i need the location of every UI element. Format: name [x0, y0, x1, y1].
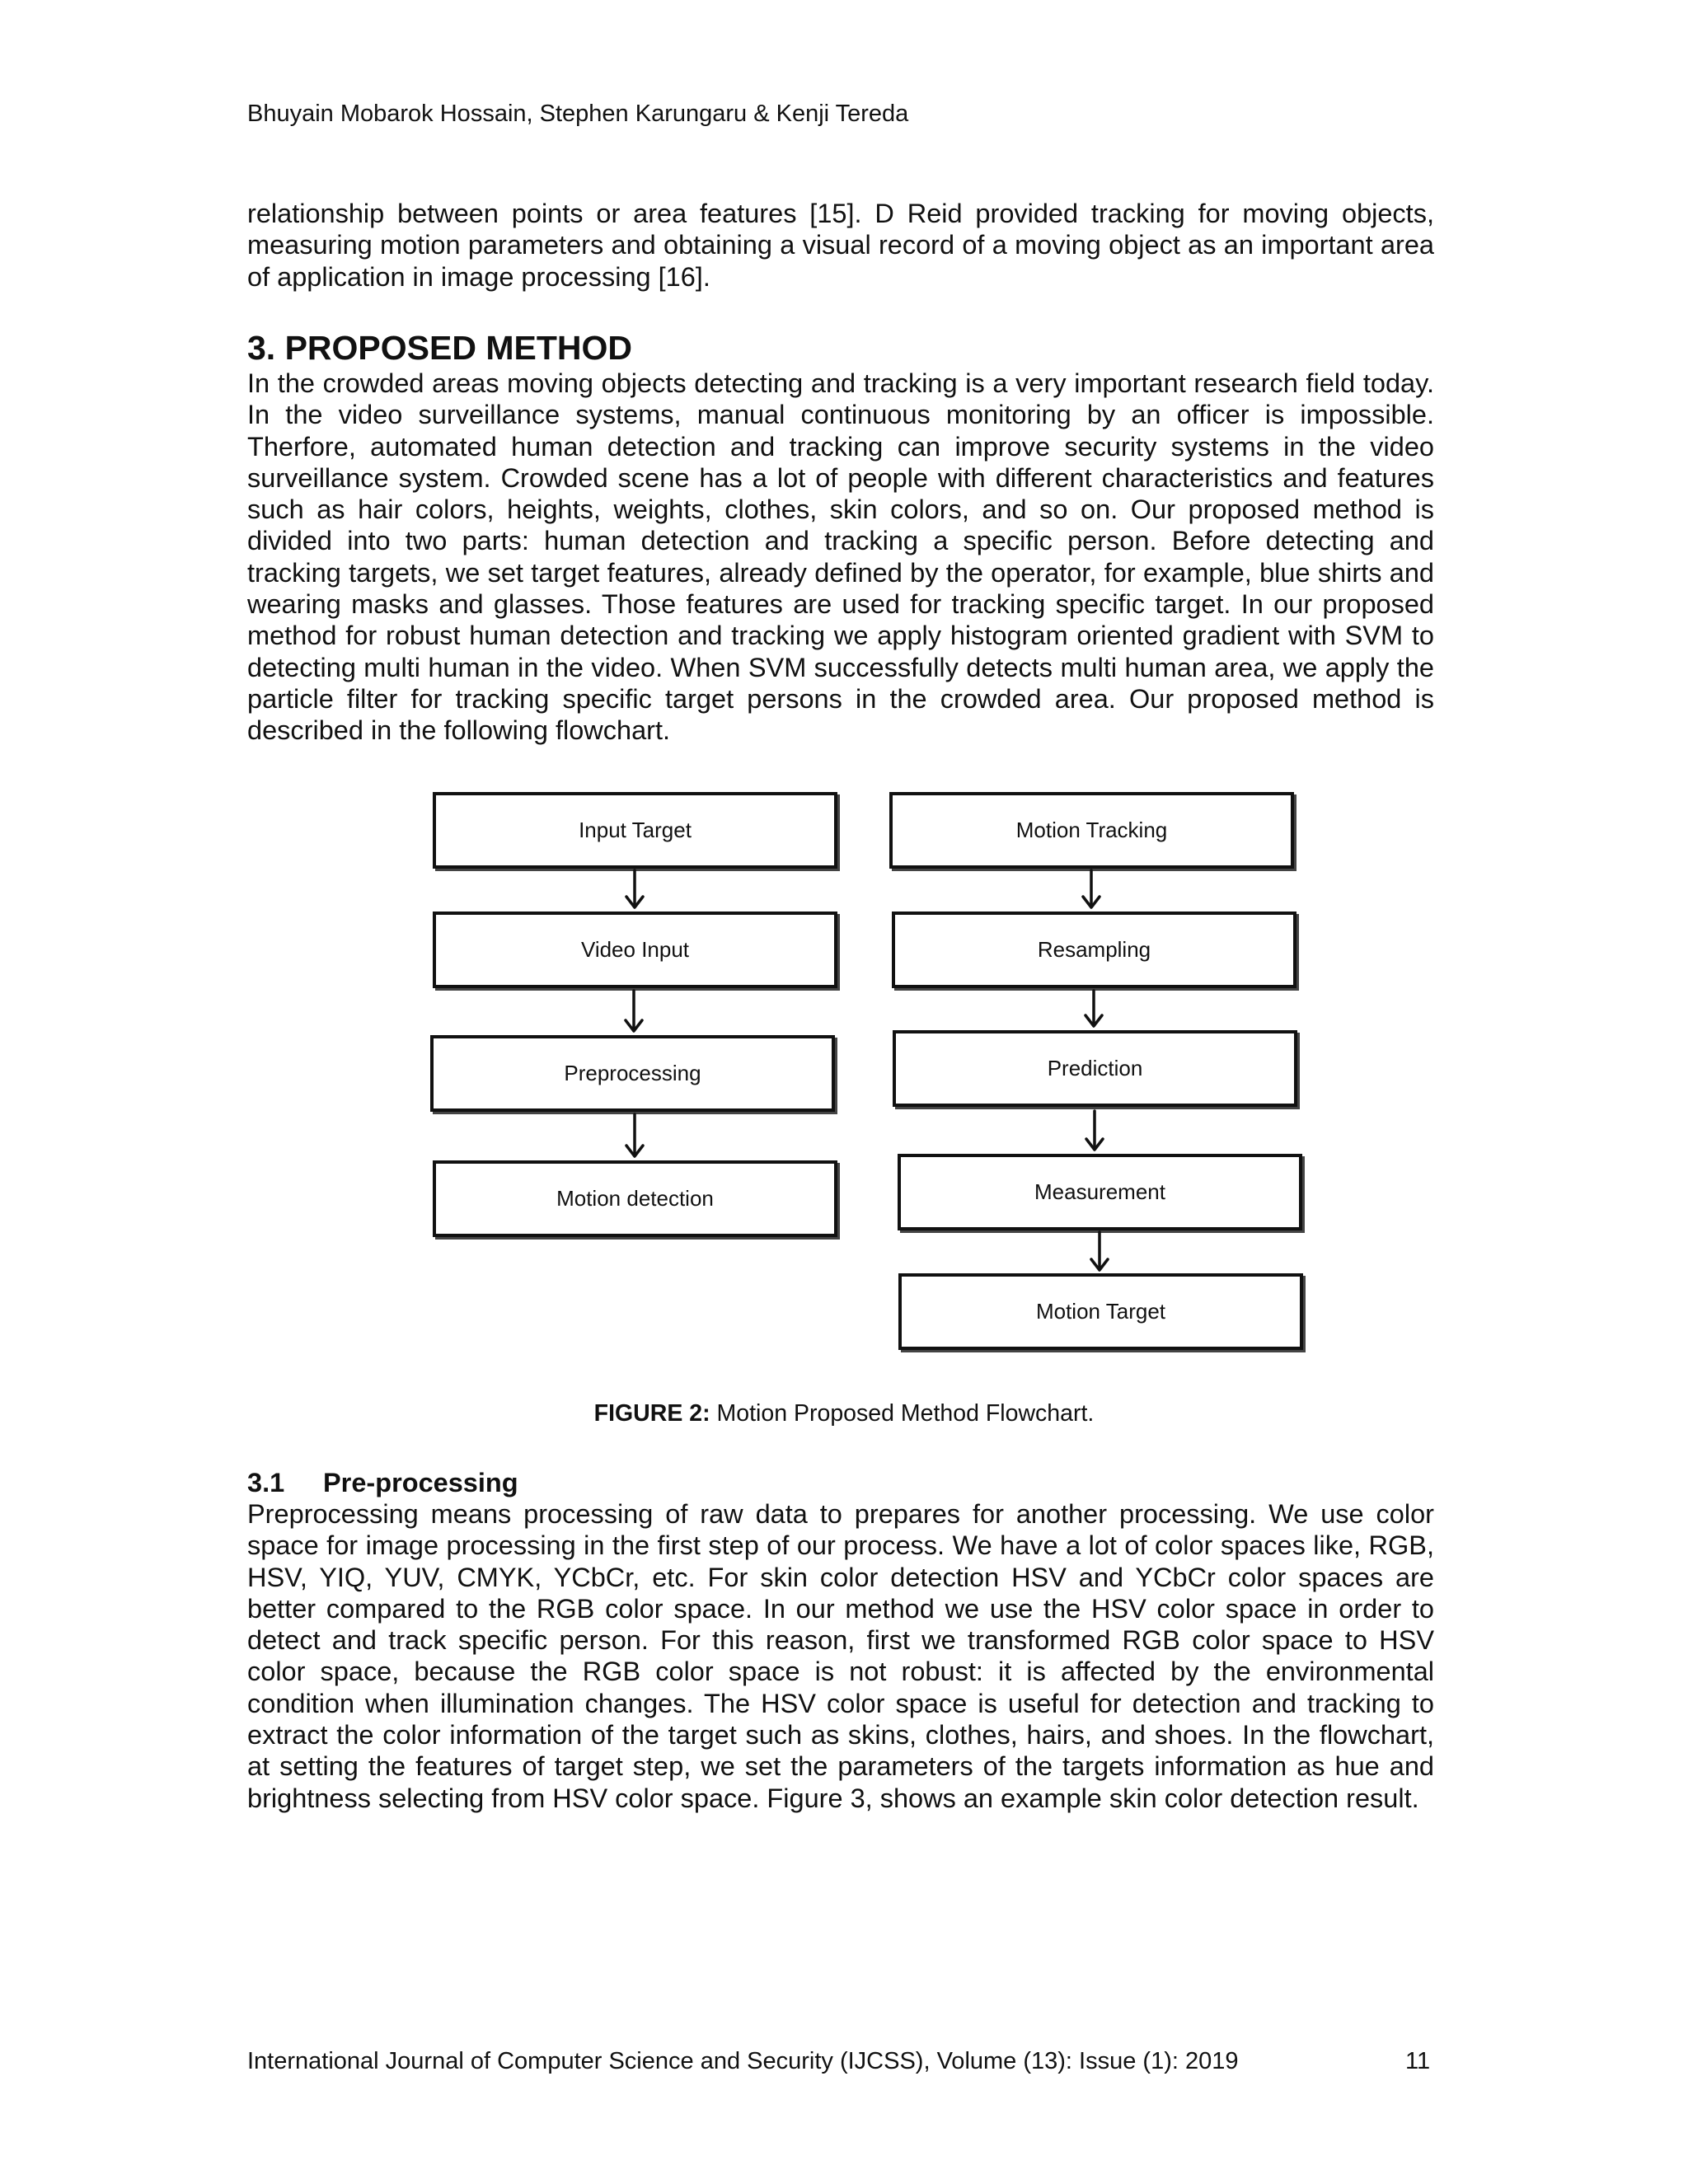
subsection-number: 3.1	[247, 1468, 285, 1497]
subsection-title	[247, 1467, 518, 1498]
figure-caption-label: FIGURE 2:	[593, 1400, 710, 1427]
flow-box-input-target: Input Target	[433, 792, 837, 869]
arrow-right-2	[1085, 991, 1102, 1026]
flow-box-motion-tracking: Motion Tracking	[889, 792, 1294, 869]
page-number: 11	[1405, 2048, 1431, 2074]
section-body: In the crowded areas moving objects detecting and tracking is a very important research field today. In the video surveillance systems, manual continuous monitoring by an officer is impossible. Therfore, automated human detection and tracking can improve security systems in the video surveillance system. Crowded scene has a lot of people with different characteristics and features such as hair colors, heights, weights, clothes, skin colors, and so on. Our proposed method is divided into two parts: human detection and tracking a specific person. Before detecting and tracking targets, we set target features, already defined by the operator, for example, blue shirts and wearing masks and glasses. Those features are used for tracking specific target. In our proposed method for robust human detection and tracking we apply histogram oriented gradient with SVM to detecting multi human in the video. When SVM successfully detects multi human area, we apply the particle filter for tracking specific target persons in the crowded area. Our proposed method is described in the following flowchart.	[247, 368, 1434, 746]
flow-box-video-input: Video Input	[433, 912, 837, 988]
arrow-left-3	[626, 1114, 643, 1156]
flow-box-motion-target: Motion Target	[898, 1273, 1303, 1350]
flow-box-prediction: Prediction	[893, 1030, 1297, 1107]
arrow-right-3	[1086, 1111, 1103, 1150]
flow-box-preprocessing: Preprocessing	[430, 1035, 835, 1112]
flow-box-resampling: Resampling	[892, 912, 1296, 988]
arrow-right-1	[1083, 870, 1100, 907]
section-title: 3. PROPOSED METHOD	[247, 329, 633, 367]
subsection-name: Pre-processing	[323, 1468, 518, 1497]
flow-box-measurement: Measurement	[898, 1154, 1302, 1230]
journal-footer: International Journal of Computer Science and Security (IJCSS), Volume (13): Issue (1): 2019	[247, 2048, 1239, 2074]
subsection-body: Preprocessing means processing of raw data to prepares for another processing. We use color space for image processing in the first step of our process. We have a lot of color spaces like, RGB, HSV, YIQ, YUV, CMYK, YCbCr, etc. For skin color detection HSV and YCbCr color spaces are better compared to the RGB color space. In our method we use the HSV color space in order to detect and track specific person. For this reason, first we transformed RGB color space to HSV color space, because the RGB color space is not robust: it is affected by the environmental condition when illumination changes. The HSV color space is useful for detection and tracking to extract the color information of the target such as skins, clothes, hairs, and shoes. In the flowchart, at setting the features of target step, we set the parameters of the targets information as hue and brightness selecting from HSV color space. Figure 3, shows an example skin color detection result.	[247, 1499, 1434, 1813]
arrow-left-2	[626, 991, 642, 1031]
flow-box-motion-detection: Motion detection	[433, 1160, 837, 1237]
arrow-left-1	[626, 870, 643, 907]
running-header: Bhuyain Mobarok Hossain, Stephen Karungaru & Kenji Tereda	[247, 101, 909, 127]
intro-paragraph: relationship between points or area features [15]. D Reid provided tracking for moving objects, measuring motion parameters and obtaining a visual record of a moving object as an important area of application in image processing [16].	[247, 199, 1434, 292]
figure-caption-text: Motion Proposed Method Flowchart.	[710, 1400, 1095, 1427]
figure-caption	[0, 1399, 1688, 1428]
arrow-right-4	[1091, 1232, 1108, 1270]
